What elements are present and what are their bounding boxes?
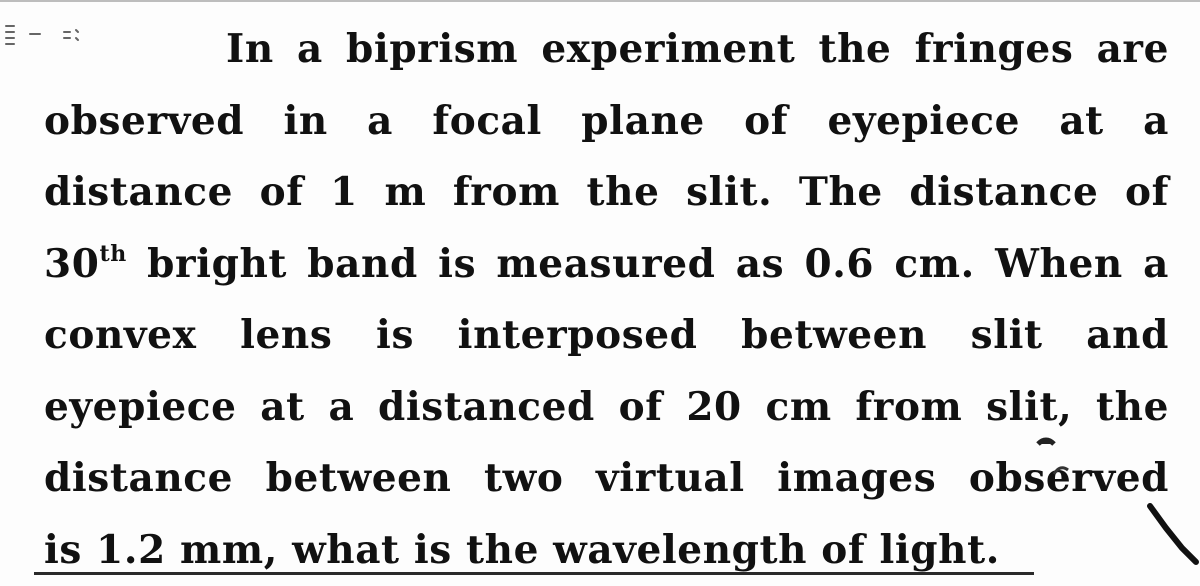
question-line-5: convex lens is interposed between slit and	[44, 312, 1169, 358]
question-line-1: In a biprism experiment the fringes are	[226, 26, 1169, 72]
question-line-4-text: bright band is measured as 0.6 cm. When a	[147, 240, 1169, 287]
question-line-4	[44, 229, 1169, 301]
pen-annotation-mark	[1030, 430, 1200, 586]
question-line-3: distance of 1 m from the slit. The distance of	[44, 169, 1169, 215]
ordinal-number: 30	[44, 240, 100, 287]
top-border	[0, 0, 1200, 2]
bottom-rule	[34, 572, 1034, 575]
question-line-6: eyepiece at a distanced of 20 cm from slit, the	[44, 383, 1169, 430]
question-text	[44, 14, 1169, 586]
ordinal-suffix: th	[99, 240, 127, 267]
question-line-7: distance between two virtual images observed	[44, 455, 1169, 501]
question-line-8: is 1.2 mm, what is the wavelength of light.	[44, 526, 1000, 573]
question-line-2: observed in a focal plane of eyepiece at a	[44, 97, 1169, 144]
